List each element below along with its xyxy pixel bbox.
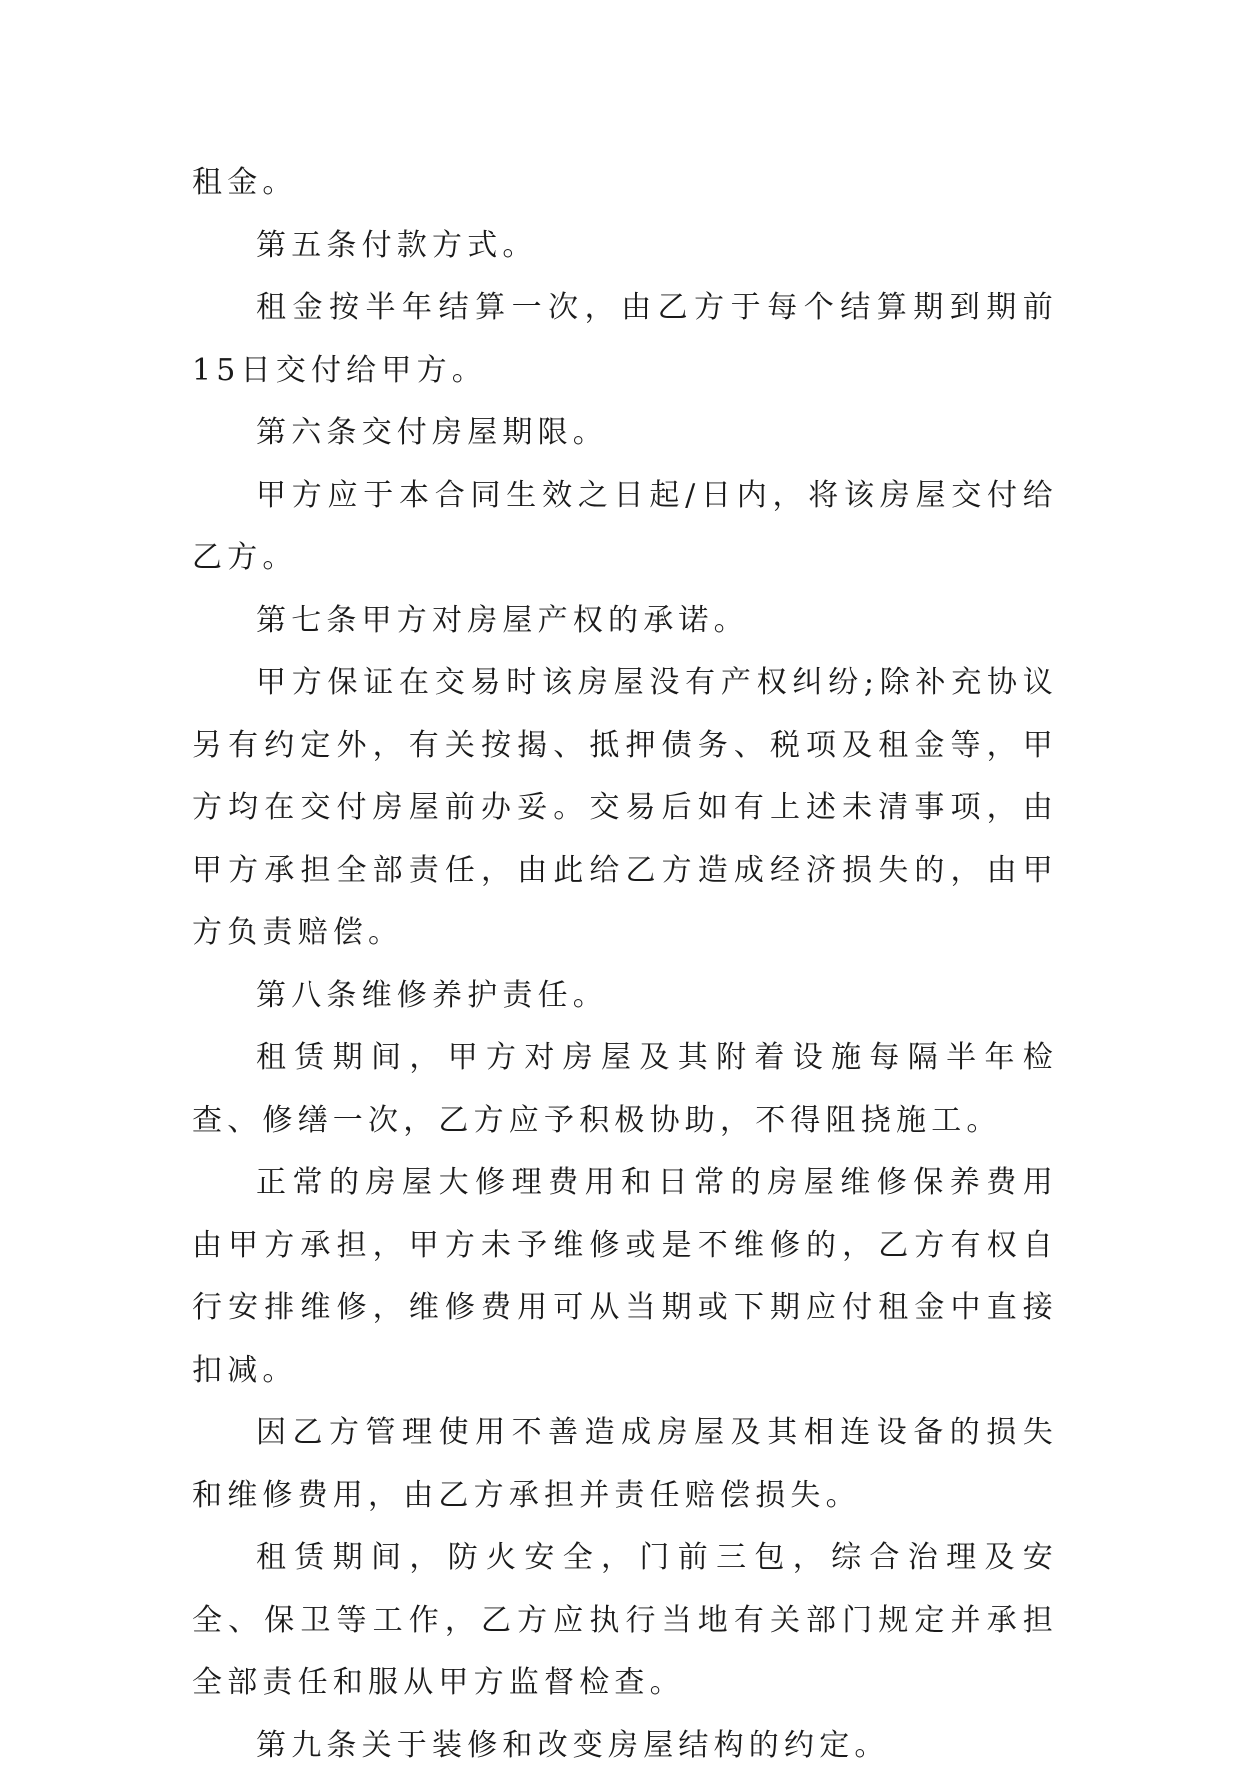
article-7-body: 甲方保证在交易时该房屋没有产权纠纷;除补充协议另有约定外，有关按揭、抵押债务、税项及租金等，甲方均在交付房屋前办妥。交易后如有上述未清事项，由甲方承担全部责任，由此给乙方造成经济损失的，由甲方负责赔偿。 xyxy=(192,652,1058,965)
article-9-heading: 第九条关于装修和改变房屋结构的约定。 xyxy=(192,1715,1058,1777)
article-7-heading: 第七条甲方对房屋产权的承诺。 xyxy=(192,590,1058,653)
article-8-body-2: 正常的房屋大修理费用和日常的房屋维修保养费用由甲方承担，甲方未予维修或是不维修的，乙方有权自行安排维修，维修费用可从当期或下期应付租金中直接扣减。 xyxy=(192,1152,1058,1402)
article-8-heading: 第八条维修养护责任。 xyxy=(192,965,1058,1028)
article-6-heading: 第六条交付房屋期限。 xyxy=(192,402,1058,465)
article-5-heading: 第五条付款方式。 xyxy=(192,215,1058,278)
paragraph-continuation: 租金。 xyxy=(192,152,1058,215)
article-8-body-3: 因乙方管理使用不善造成房屋及其相连设备的损失和维修费用，由乙方承担并责任赔偿损失。 xyxy=(192,1402,1058,1527)
article-8-body-4: 租赁期间，防火安全，门前三包，综合治理及安全、保卫等工作，乙方应执行当地有关部门规定并承担全部责任和服从甲方监督检查。 xyxy=(192,1527,1058,1715)
article-8-body-1: 租赁期间，甲方对房屋及其附着设施每隔半年检查、修缮一次，乙方应予积极协助，不得阻挠施工。 xyxy=(192,1027,1058,1152)
article-6-body: 甲方应于本合同生效之日起/日内，将该房屋交付给乙方。 xyxy=(192,465,1058,590)
article-5-body: 租金按半年结算一次，由乙方于每个结算期到期前15日交付给甲方。 xyxy=(192,277,1058,402)
document-body xyxy=(192,152,1058,1777)
